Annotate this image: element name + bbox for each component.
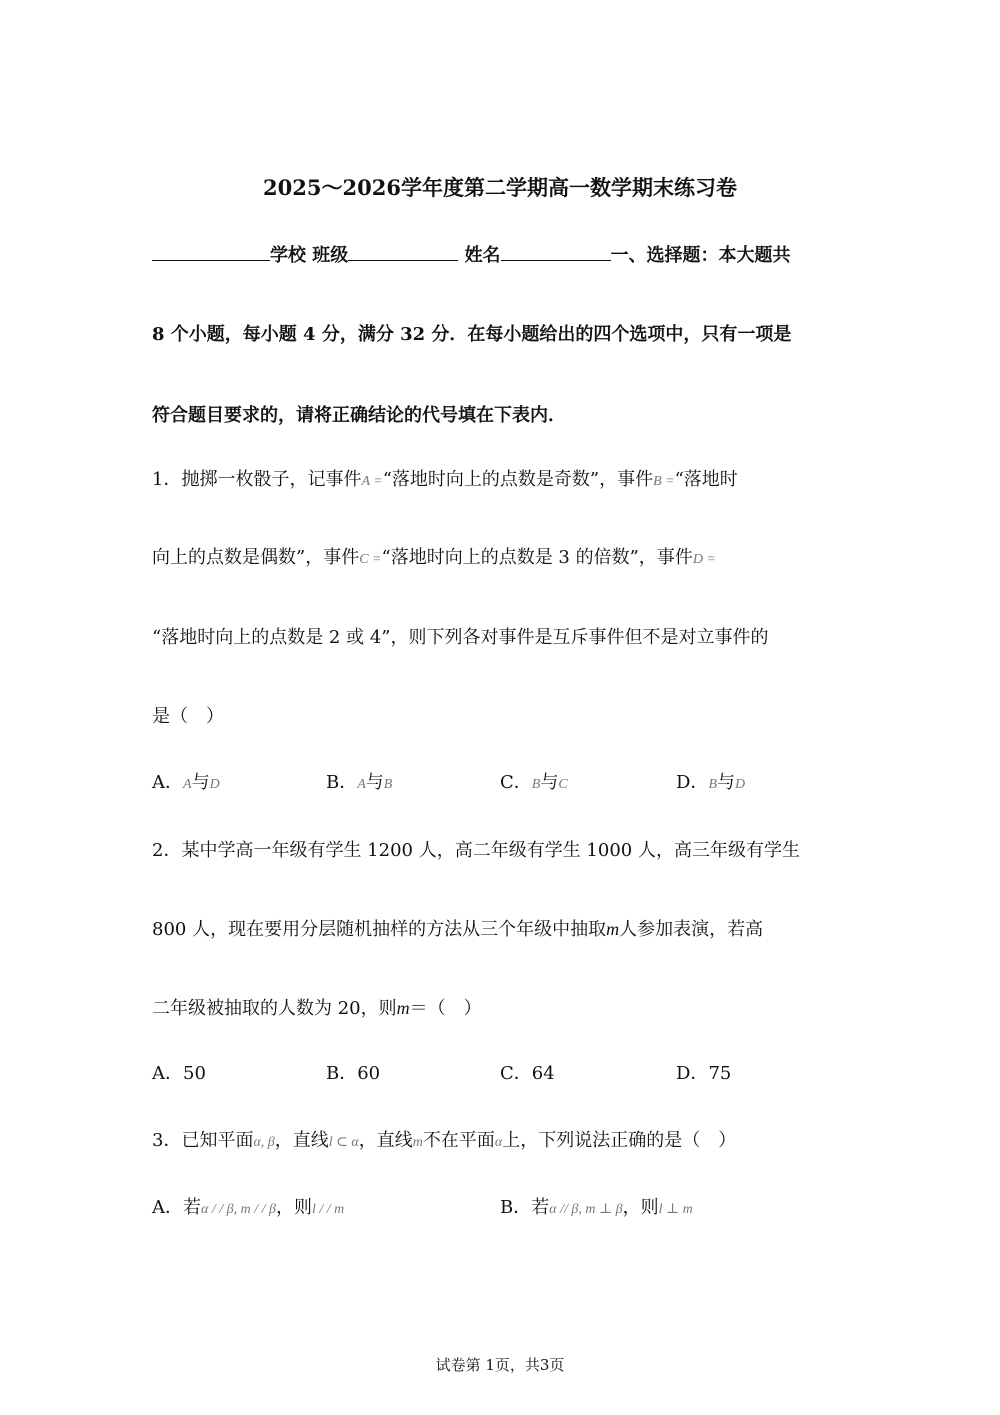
name-label: 姓名 <box>464 245 501 266</box>
q2-var-m: m <box>606 919 620 939</box>
name-blank[interactable] <box>501 244 611 261</box>
q1-line-4: 是（ ） <box>152 706 224 727</box>
q2-option-a[interactable]: A．50 <box>152 1063 206 1084</box>
q3-option-b[interactable]: B．若α // β, m ⊥ β，则l ⊥ m <box>500 1197 693 1218</box>
q1-event-a: A = <box>361 474 383 489</box>
page-title: 2025～2026学年度第二学期高一数学期末练习卷 <box>263 175 737 200</box>
q2-option-c[interactable]: C．64 <box>500 1063 555 1084</box>
q1-line-1 <box>152 468 738 494</box>
section-intro-2: 8 个小题，每小题 4 分，满分 32 分．在每小题给出的四个选项中，只有一项是 <box>152 324 792 345</box>
section-intro-3: 符合题目要求的，请将正确结论的代号填在下表内． <box>152 405 566 426</box>
section-intro-1: 一、选择题：本大题共 <box>610 245 791 266</box>
q3-option-a[interactable]: A．若α / / β, m / / β，则l / / m <box>152 1197 345 1218</box>
q3-line-1: 3．已知平面α, β，直线l ⊂ α，直线m不在平面α上，下列说法正确的是（ ） <box>152 1130 737 1151</box>
header-info-line <box>152 244 791 268</box>
class-label: 班级 <box>312 245 349 266</box>
q1-event-b: B = <box>653 474 675 489</box>
school-blank[interactable] <box>152 244 270 261</box>
q1-text-3: “落地时 <box>674 469 738 490</box>
q2-text-2a: 800 人，现在要用分层随机抽样的方法从三个年级中抽取 <box>152 919 607 940</box>
q1-option-b[interactable]: B．A与B <box>326 772 393 793</box>
class-blank[interactable] <box>348 244 458 261</box>
q2-line-1: 2．某中学高一年级有学生 1200 人，高二年级有学生 1000 人，高三年级有学生 <box>152 840 800 861</box>
q1-text-4: 向上的点数是偶数”，事件 <box>152 547 360 568</box>
q1-option-a[interactable]: A．A与D <box>152 772 220 793</box>
page-footer: 试卷第 1页，共3页 <box>435 1356 565 1374</box>
q1-text-2: “落地时向上的点数是奇数”，事件 <box>382 469 654 490</box>
q2-option-d[interactable]: D．75 <box>676 1063 732 1084</box>
q1-event-c: C = <box>359 552 382 567</box>
q2-text-3a: 二年级被抽取的人数为 20，则 <box>152 998 397 1019</box>
q2-line-3 <box>152 996 482 1021</box>
q2-option-b[interactable]: B．60 <box>326 1063 381 1084</box>
q2-line-2 <box>152 917 763 942</box>
q1-option-d[interactable]: D．B与D <box>676 772 746 793</box>
q2-var-m-2: m <box>396 998 410 1018</box>
q2-text-2b: 人参加表演，若高 <box>619 919 764 940</box>
school-label: 学校 <box>270 245 306 266</box>
q2-text-3b: ＝（ ） <box>409 998 482 1019</box>
q1-option-c[interactable]: C．B与C <box>500 772 568 793</box>
q1-text-1: 1．抛掷一枚骰子，记事件 <box>152 469 362 490</box>
q1-text-5: “落地时向上的点数是 3 的倍数”，事件 <box>381 547 693 568</box>
q1-event-d: D = <box>692 552 716 567</box>
q1-line-3: “落地时向上的点数是 2 或 4”，则下列各对事件是互斥事件但不是对立事件的 <box>152 627 769 648</box>
q1-line-2 <box>152 546 716 572</box>
